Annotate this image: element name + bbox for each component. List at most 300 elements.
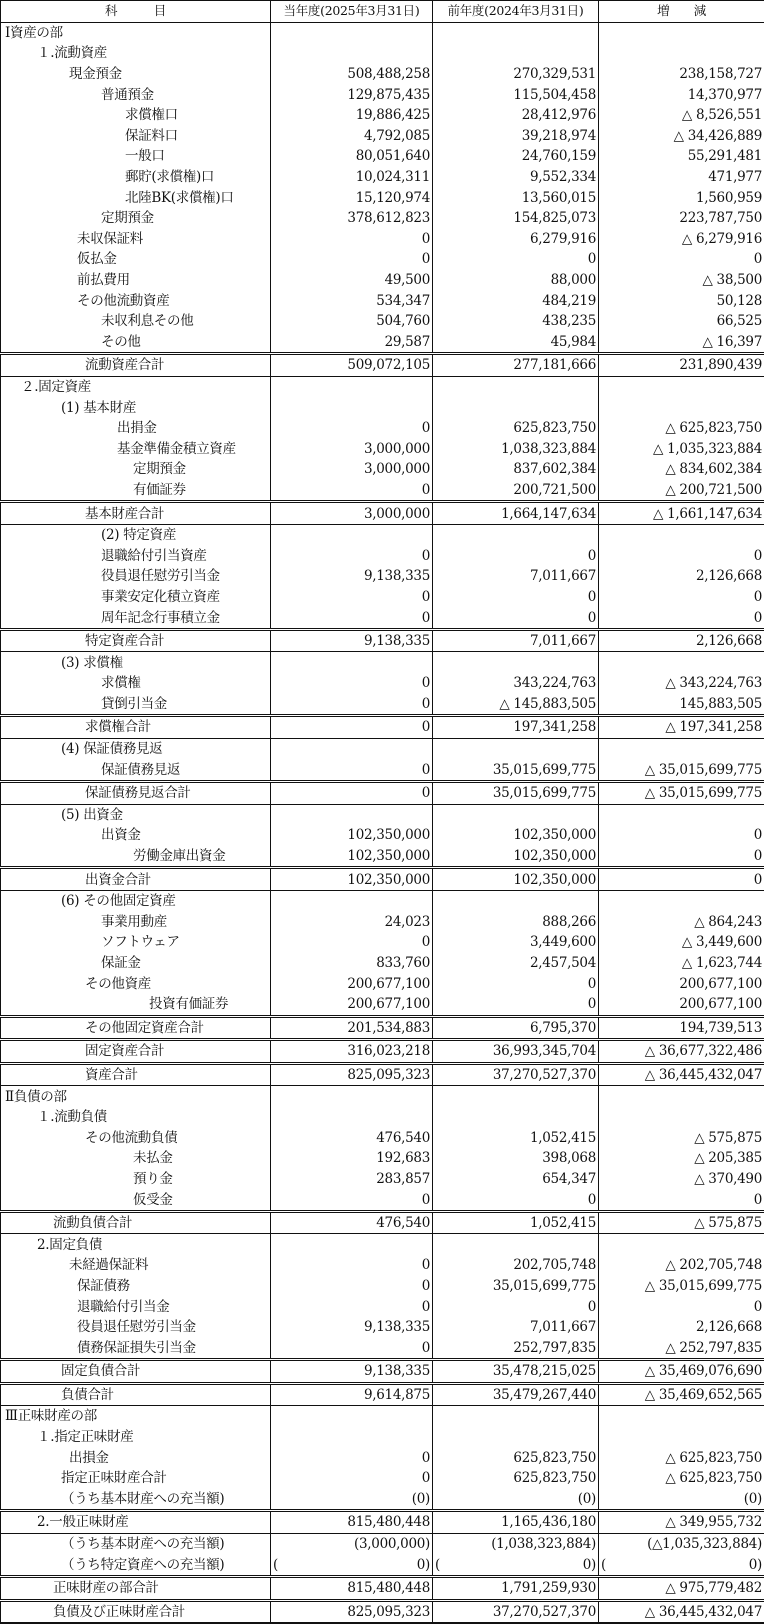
value-change (599, 1406, 764, 1427)
row-label-text: 正味財産の部合計 (53, 1578, 159, 1598)
row-label (1, 1127, 271, 1148)
row-label (1, 187, 271, 208)
value-change: 14,370,977 (599, 84, 764, 105)
value-change: △ 36,445,432,047 (599, 1600, 764, 1623)
row-label-text: 未払金 (133, 1148, 173, 1168)
value-change: 2,126,668 (599, 566, 764, 587)
table-row (1, 332, 764, 354)
value-current-year: 833,760 (271, 953, 433, 974)
table-row (1, 587, 764, 608)
header-current-year: 当年度(2025年3月31日) (271, 1, 433, 23)
row-label (1, 738, 271, 759)
row-label-text: （うち特定資産への充当額) (61, 1555, 224, 1575)
table-row (1, 1533, 764, 1554)
value-change (599, 890, 764, 911)
value-change: 1,560,959 (599, 187, 764, 208)
table-row (1, 311, 764, 332)
value-change: △ 1,661,147,634 (599, 502, 764, 525)
row-label (1, 1016, 271, 1040)
value-change (599, 1234, 764, 1255)
value-current-year (271, 1406, 433, 1427)
row-label (1, 290, 271, 311)
value-current-year (271, 1234, 433, 1255)
row-label (1, 1189, 271, 1211)
value-current-year (271, 22, 433, 43)
value-previous-year (433, 804, 599, 825)
value-previous-year: 35,479,267,440 (433, 1383, 599, 1406)
value-change (599, 524, 764, 545)
value-current-year: 0 (271, 1337, 433, 1359)
value-previous-year (433, 890, 599, 911)
value-current-year (271, 738, 433, 759)
value-previous-year: 102,350,000 (433, 868, 599, 891)
value-current-year (271, 524, 433, 545)
row-label (1, 311, 271, 332)
row-label-text: 未経過保証料 (69, 1255, 148, 1275)
row-label (1, 146, 271, 167)
value-change (599, 1554, 764, 1576)
row-label-text: 前払費用 (77, 270, 130, 290)
value-previous-year: 438,235 (433, 311, 599, 332)
table-row (1, 1337, 764, 1359)
value-current-year: 504,760 (271, 311, 433, 332)
value-change: 0 (599, 1189, 764, 1211)
value-change: △ 8,526,551 (599, 105, 764, 126)
table-row-group (1, 524, 764, 545)
value-change: 0 (599, 868, 764, 891)
row-label-text: (6) その他固定資産 (61, 891, 176, 911)
value-change: △ 575,875 (599, 1211, 764, 1234)
row-label (1, 1489, 271, 1511)
table-row-section (1, 1086, 764, 1107)
value-previous-year: 0 (433, 994, 599, 1016)
value-change: △ 205,385 (599, 1148, 764, 1169)
value-current-year: 0 (271, 545, 433, 566)
value-previous-year: 102,350,000 (433, 846, 599, 868)
value-current-year: 476,540 (271, 1211, 433, 1234)
value-previous-year: 837,602,384 (433, 459, 599, 480)
row-label (1, 912, 271, 933)
header-previous-year: 前年度(2024年3月31日) (433, 1, 599, 23)
row-label-text: 特定資産合計 (85, 631, 164, 651)
table-row (1, 1468, 764, 1489)
table-row (1, 1296, 764, 1317)
row-label (1, 994, 271, 1016)
value-current-year: 0 (271, 932, 433, 953)
value-previous-year: △ 145,883,505 (433, 694, 599, 716)
table-row (1, 1255, 764, 1276)
row-label-text: その他資産 (85, 974, 151, 994)
table-row (1, 1169, 764, 1190)
value-current-year (271, 652, 433, 673)
row-label (1, 1447, 271, 1468)
value-change: △ 864,243 (599, 912, 764, 933)
value-change: △ 349,955,732 (599, 1511, 764, 1534)
value-change: △ 575,875 (599, 1127, 764, 1148)
value-change (599, 738, 764, 759)
value-previous-year: 7,011,667 (433, 566, 599, 587)
value-current-year: 0 (271, 249, 433, 270)
row-label-text: 求償権合計 (85, 717, 151, 737)
value-current-year (271, 890, 433, 911)
value-previous-year: 343,224,763 (433, 673, 599, 694)
row-label (1, 1511, 271, 1534)
row-label (1, 1533, 271, 1554)
table-row (1, 480, 764, 502)
value-change: (0) (599, 1489, 764, 1511)
value-previous-year: 888,266 (433, 912, 599, 933)
row-label (1, 167, 271, 188)
row-label-text: Ⅰ資産の部 (5, 23, 63, 43)
value-previous-year: 202,705,748 (433, 1255, 599, 1276)
row-label-text: 出損金 (69, 1448, 109, 1468)
value-previous-year: 3,449,600 (433, 932, 599, 953)
row-label (1, 524, 271, 545)
value-current-year: 0 (271, 587, 433, 608)
row-label-text: 固定負債合計 (61, 1361, 140, 1381)
value-current-year: 19,886,425 (271, 105, 433, 126)
value-previous-year (433, 1086, 599, 1107)
table-row (1, 208, 764, 229)
value-previous-year (433, 1554, 599, 1576)
row-label (1, 1234, 271, 1255)
value-change: △ 834,602,384 (599, 459, 764, 480)
row-label-text: 基本財産合計 (85, 504, 164, 524)
value-previous-year: 0 (433, 973, 599, 994)
row-label-text: 事業用動産 (101, 912, 167, 932)
row-label (1, 1600, 271, 1623)
table-row (1, 973, 764, 994)
value-previous-year: 197,341,258 (433, 716, 599, 739)
row-label (1, 1554, 271, 1576)
paren-value: 0) (417, 1555, 430, 1575)
row-label (1, 846, 271, 868)
row-label-text: 事業安定化積立資産 (101, 587, 220, 607)
value-previous-year: 277,181,666 (433, 354, 599, 377)
table-row-total (1, 781, 764, 804)
value-change: 0 (599, 825, 764, 846)
value-current-year: 80,051,640 (271, 146, 433, 167)
value-previous-year: 1,038,323,884 (433, 438, 599, 459)
row-label-text: 役員退任慰労引当金 (77, 1317, 196, 1337)
value-previous-year: 39,218,974 (433, 126, 599, 147)
value-previous-year (433, 43, 599, 64)
value-previous-year (433, 524, 599, 545)
table-row-total (1, 1211, 764, 1234)
value-change: 2,126,668 (599, 1317, 764, 1338)
row-label-text: 流動資産合計 (85, 355, 164, 375)
table-row-group (1, 652, 764, 673)
row-label (1, 673, 271, 694)
row-label (1, 1211, 271, 1234)
value-previous-year (433, 738, 599, 759)
value-change: △ 6,279,916 (599, 229, 764, 250)
table-row (1, 932, 764, 953)
table-row (1, 229, 764, 250)
row-label (1, 1406, 271, 1427)
value-current-year: 9,614,875 (271, 1383, 433, 1406)
value-change: 0 (599, 587, 764, 608)
value-change: △ 625,823,750 (599, 1468, 764, 1489)
row-label (1, 973, 271, 994)
row-label (1, 759, 271, 781)
row-label-text: １.指定正味財産 (37, 1427, 133, 1447)
table-row-total (1, 716, 764, 739)
table-row (1, 167, 764, 188)
value-previous-year: 6,795,370 (433, 1016, 599, 1040)
row-label (1, 126, 271, 147)
row-label (1, 480, 271, 502)
value-current-year: 200,677,100 (271, 994, 433, 1016)
row-label (1, 105, 271, 126)
row-label-text: 出捐金 (117, 418, 157, 438)
value-previous-year: 1,791,259,930 (433, 1576, 599, 1600)
value-current-year: 3,000,000 (271, 459, 433, 480)
table-row (1, 270, 764, 291)
value-current-year (271, 1086, 433, 1107)
table-row (1, 105, 764, 126)
table-row (1, 1127, 764, 1148)
value-change: △ 35,469,652,565 (599, 1383, 764, 1406)
row-label-text: 貸倒引当金 (101, 694, 167, 714)
value-current-year: 0 (271, 781, 433, 804)
row-label (1, 1086, 271, 1107)
row-label-text: その他流動資産 (77, 291, 169, 311)
row-label-text: 負債及び正味財産合計 (53, 1602, 185, 1622)
row-label-text: (3) 求償権 (61, 653, 123, 673)
row-label (1, 1276, 271, 1297)
row-label-text: 一般口 (125, 146, 165, 166)
value-current-year: 476,540 (271, 1127, 433, 1148)
row-label-text: 保証債務 (77, 1276, 130, 1296)
row-label-text: その他流動負債 (85, 1128, 177, 1148)
row-label-text: 郵貯(求償権)口 (125, 167, 214, 187)
value-previous-year: 0 (433, 545, 599, 566)
value-previous-year: 28,412,976 (433, 105, 599, 126)
row-label-text: 現金預金 (69, 64, 122, 84)
value-change: △ 197,341,258 (599, 716, 764, 739)
table-row (1, 694, 764, 716)
value-previous-year: 625,823,750 (433, 1468, 599, 1489)
row-label-text: 指定正味財産合計 (61, 1468, 167, 1488)
row-label-text: (5) 出資金 (61, 805, 123, 825)
value-previous-year: 654,347 (433, 1169, 599, 1190)
table-row (1, 459, 764, 480)
value-change: 200,677,100 (599, 973, 764, 994)
value-previous-year: 102,350,000 (433, 825, 599, 846)
table-row (1, 1554, 764, 1576)
value-current-year: 24,023 (271, 912, 433, 933)
row-label-text: 仮受金 (133, 1190, 173, 1210)
value-change: △ 35,015,699,775 (599, 781, 764, 804)
row-label-text: 定期預金 (133, 459, 186, 479)
value-change: △ 36,445,432,047 (599, 1063, 764, 1086)
value-current-year: (0) (271, 1489, 433, 1511)
row-label (1, 397, 271, 418)
row-label (1, 1576, 271, 1600)
row-label (1, 932, 271, 953)
row-label (1, 376, 271, 397)
value-current-year (271, 1554, 433, 1576)
row-label-text: 投資有価証券 (149, 994, 228, 1014)
value-current-year: 378,612,823 (271, 208, 433, 229)
row-label-text: 役員退任慰労引当金 (101, 566, 220, 586)
value-previous-year: 2,457,504 (433, 953, 599, 974)
row-label (1, 84, 271, 105)
value-current-year: 316,023,218 (271, 1040, 433, 1064)
table-row-total (1, 868, 764, 891)
value-current-year: 102,350,000 (271, 868, 433, 891)
paren-open: ( (273, 1555, 278, 1575)
value-current-year (271, 1427, 433, 1448)
row-label-text: ２.固定資産 (21, 377, 91, 397)
table-row-total (1, 1600, 764, 1623)
value-current-year: 0 (271, 1468, 433, 1489)
value-change: 200,677,100 (599, 994, 764, 1016)
value-previous-year (433, 1107, 599, 1128)
table-row (1, 912, 764, 933)
value-change: △ 16,397 (599, 332, 764, 354)
table-row-group (1, 890, 764, 911)
value-current-year: 9,138,335 (271, 1360, 433, 1384)
value-previous-year: 1,165,436,180 (433, 1511, 599, 1534)
value-current-year: (3,000,000) (271, 1533, 433, 1554)
row-label-text: 債務保証損失引当金 (77, 1338, 196, 1358)
row-label (1, 1040, 271, 1064)
value-change: 471,977 (599, 167, 764, 188)
value-change: 0 (599, 545, 764, 566)
value-current-year: 0 (271, 673, 433, 694)
row-label-text: 流動負債合計 (53, 1213, 132, 1233)
value-current-year: 0 (271, 480, 433, 502)
row-label (1, 1063, 271, 1086)
row-label-text: 定期預金 (101, 208, 154, 228)
value-current-year: 0 (271, 229, 433, 250)
row-label (1, 208, 271, 229)
value-current-year: 0 (271, 607, 433, 629)
value-current-year: 49,500 (271, 270, 433, 291)
value-change: 231,890,439 (599, 354, 764, 377)
table-row-total (1, 1040, 764, 1064)
row-label-text: 求償権 (101, 673, 141, 693)
value-previous-year: 0 (433, 607, 599, 629)
value-previous-year: 36,993,345,704 (433, 1040, 599, 1064)
value-change (599, 1107, 764, 1128)
row-label (1, 438, 271, 459)
value-current-year: 825,095,323 (271, 1063, 433, 1086)
value-previous-year: (1,038,323,884) (433, 1533, 599, 1554)
value-current-year: 509,072,105 (271, 354, 433, 377)
value-previous-year: 37,270,527,370 (433, 1600, 599, 1623)
value-change: 0 (599, 607, 764, 629)
table-row (1, 1447, 764, 1468)
value-change: △ 200,721,500 (599, 480, 764, 502)
value-previous-year: 35,015,699,775 (433, 759, 599, 781)
value-current-year: 3,000,000 (271, 438, 433, 459)
value-change: △ 1,623,744 (599, 953, 764, 974)
row-label (1, 716, 271, 739)
value-previous-year: 6,279,916 (433, 229, 599, 250)
value-current-year: 10,024,311 (271, 167, 433, 188)
row-label (1, 953, 271, 974)
value-previous-year: 88,000 (433, 270, 599, 291)
table-row (1, 545, 764, 566)
table-row (1, 953, 764, 974)
row-label (1, 545, 271, 566)
value-previous-year: 0 (433, 587, 599, 608)
value-current-year: 0 (271, 716, 433, 739)
value-previous-year: 35,478,215,025 (433, 1360, 599, 1384)
value-change: 0 (599, 249, 764, 270)
row-label-text: 北陸BK(求償権)口 (125, 188, 234, 208)
table-row (1, 1489, 764, 1511)
value-previous-year (433, 1427, 599, 1448)
table-row (1, 1189, 764, 1211)
row-label (1, 694, 271, 716)
row-label-text: (4) 保証債務見返 (61, 739, 162, 759)
table-row (1, 825, 764, 846)
row-label-text: Ⅱ負債の部 (5, 1087, 67, 1107)
row-label-text: 保証料口 (125, 126, 178, 146)
value-current-year: 0 (271, 1255, 433, 1276)
value-previous-year: 115,504,458 (433, 84, 599, 105)
value-change (599, 1427, 764, 1448)
value-change (599, 397, 764, 418)
value-previous-year: 625,823,750 (433, 1447, 599, 1468)
value-previous-year (433, 22, 599, 43)
table-row (1, 1317, 764, 1338)
value-change: 145,883,505 (599, 694, 764, 716)
value-current-year: 815,480,448 (271, 1576, 433, 1600)
value-current-year: 192,683 (271, 1148, 433, 1169)
table-row (1, 607, 764, 629)
value-current-year (271, 804, 433, 825)
row-label (1, 1107, 271, 1128)
paren-value: 0) (583, 1555, 596, 1575)
row-label-text: 負債合計 (61, 1385, 114, 1405)
row-label (1, 332, 271, 354)
table-row-total (1, 1576, 764, 1600)
table-row-total (1, 1360, 764, 1384)
value-current-year: 15,120,974 (271, 187, 433, 208)
value-change: △ 38,500 (599, 270, 764, 291)
value-previous-year: 1,052,415 (433, 1211, 599, 1234)
table-row (1, 146, 764, 167)
table-row-section (1, 22, 764, 43)
table-row-section (1, 1406, 764, 1427)
value-change: △ 625,823,750 (599, 1447, 764, 1468)
value-change: △ 202,705,748 (599, 1255, 764, 1276)
value-current-year: 0 (271, 694, 433, 716)
value-change: 66,525 (599, 311, 764, 332)
row-label (1, 1169, 271, 1190)
table-row (1, 84, 764, 105)
value-change: △ 1,035,323,884 (599, 438, 764, 459)
value-previous-year: 625,823,750 (433, 418, 599, 439)
value-change (599, 22, 764, 43)
row-label (1, 229, 271, 250)
value-current-year: 815,480,448 (271, 1511, 433, 1534)
table-row-total (1, 1511, 764, 1534)
row-label (1, 22, 271, 43)
value-current-year: 4,792,085 (271, 126, 433, 147)
value-change (599, 376, 764, 397)
row-label (1, 1296, 271, 1317)
table-row-total (1, 1016, 764, 1040)
row-label (1, 64, 271, 85)
value-change: 0 (599, 1296, 764, 1317)
value-current-year: 825,095,323 (271, 1600, 433, 1623)
